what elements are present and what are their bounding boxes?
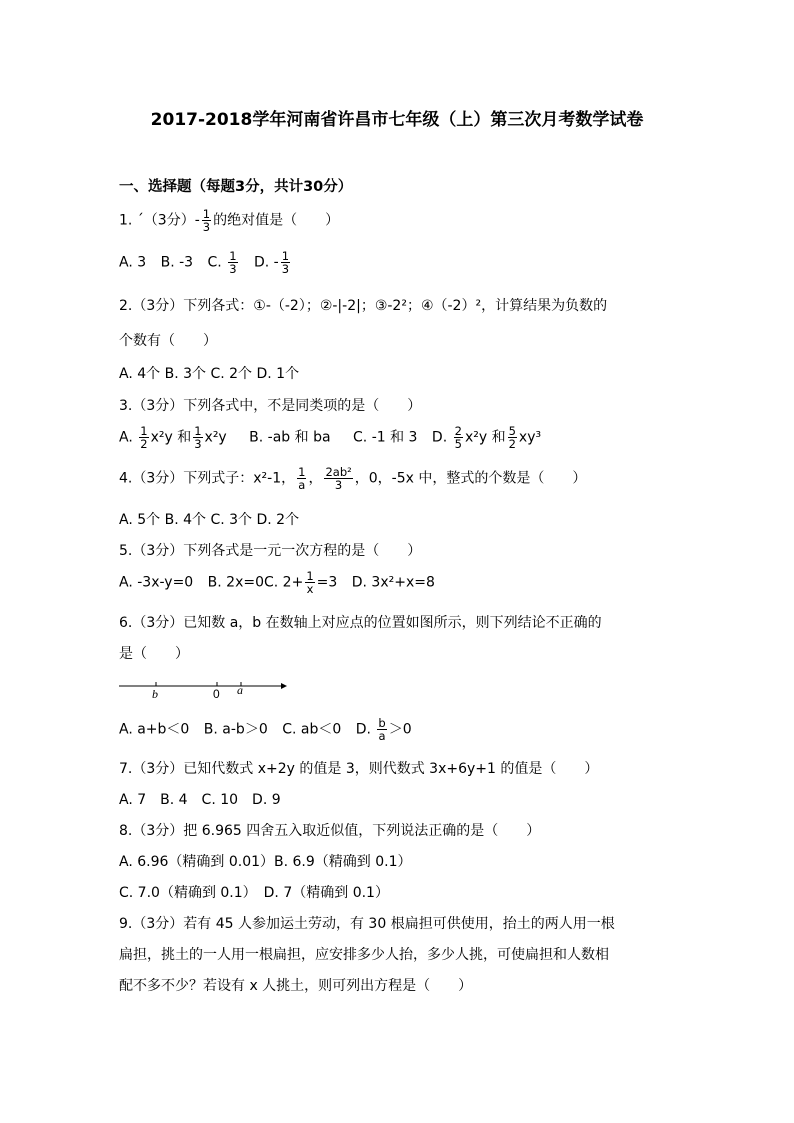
page-title: 2017-2018学年河南省许昌市七年级（上）第三次月考数学试卷 (150, 110, 644, 130)
label-a: a (237, 683, 243, 697)
q6-d-end: ＞0 (388, 721, 412, 738)
q4-f1-num: 1 (298, 465, 306, 479)
question-2-line2: 个数有（ ） (119, 333, 217, 349)
q4-f1-den: a (298, 478, 306, 493)
question-9-line3: 配不多不少？若设有 x 人挑土，则可列出方程是（ ） (119, 978, 473, 994)
q6-d-den: a (378, 729, 386, 744)
q1-frac-num: 1 (202, 207, 211, 221)
q5-frac (305, 570, 314, 595)
section-heading: 一、选择题（每题3分，共计30分） (119, 179, 353, 195)
label-zero: 0 (213, 687, 220, 700)
q1-option-d-fraction (281, 250, 290, 275)
q4-suffix: ，0，-5x 中，整式的个数是（ ） (354, 470, 587, 487)
q3-a-end: x²y (204, 429, 227, 446)
q3-d-label: D. (431, 429, 448, 446)
q1-frac-den: 3 (202, 220, 211, 235)
q1-option-c-fraction (228, 250, 237, 275)
q1-d-num: 1 (281, 249, 290, 263)
q3-a-den2: 3 (194, 437, 202, 452)
question-9-line1: 9.（3分）若有 45 人参加运土劳动，有 30 根扁担可供使用，抬土的两人用一根 (119, 916, 615, 932)
question-5-options (119, 570, 435, 595)
q3-d-num1: 2 (454, 424, 462, 438)
q1-option-d-label: D. (253, 254, 270, 271)
question-4-options: A. 5个 B. 4个 C. 3个 D. 2个 (119, 512, 300, 528)
question-7-stem: 7.（3分）已知代数式 x+2y 的值是 3，则代数式 3x+6y+1 的值是（ ） (119, 761, 599, 777)
q1-suffix: 的绝对值是（ ） (213, 212, 340, 229)
q3-d-mid: x²y 和 (464, 429, 506, 446)
q3-d-end: xy³ (518, 429, 542, 446)
question-9-line2: 扁担，挑土的一人用一根扁担，应安排多少人抬，多少人挑，可使扁担和人数相 (119, 947, 609, 963)
q5-option-a: A. -3x-y=0 (119, 574, 194, 591)
question-7-options: A. 7 B. 4 C. 10 D. 9 (119, 792, 281, 808)
q1-prefix: 1. ˊ（3分） (119, 212, 195, 229)
q4-frac1 (297, 466, 306, 491)
q3-d-den1: 5 (454, 437, 462, 452)
q1-option-c-label: C. (207, 254, 222, 271)
q3-option-c: C. -1 和 3 (353, 429, 418, 446)
q1-c-den: 3 (229, 262, 237, 277)
q5-option-b: B. 2x=0C. 2+ (207, 574, 304, 591)
q4-f2-den: 3 (334, 478, 343, 493)
question-6-options (119, 717, 412, 742)
q3-a-mid: x²y 和 (150, 429, 192, 446)
q1-d-neg: - (273, 254, 279, 271)
question-3-stem: 3.（3分）下列各式中，不是同类项的是（ ） (119, 398, 422, 414)
q5-option-d: D. 3x²+x=8 (351, 574, 435, 591)
question-8-stem: 8.（3分）把 6.965 四舍五入取近似值，下列说法正确的是（ ） (119, 823, 541, 839)
question-1-stem (119, 208, 339, 233)
q3-a-frac1 (139, 425, 148, 450)
question-8-options-ab: A. 6.96（精确到 0.01）B. 6.9（精确到 0.1） (119, 854, 412, 870)
question-2-options: A. 4个 B. 3个 C. 2个 D. 1个 (119, 366, 300, 382)
q1-c-num: 1 (229, 249, 237, 263)
question-6-line2: 是（ ） (119, 646, 189, 662)
q4-sep: ， (308, 470, 323, 487)
q4-prefix: 4.（3分）下列式子：x²-1， (119, 470, 296, 487)
q6-option-b: B. a-b＞0 (203, 721, 268, 738)
q3-a-label: A. (119, 429, 133, 446)
number-line-figure (119, 676, 289, 700)
q6-d-num: b (378, 716, 386, 730)
q6-option-a: A. a+b＜0 (119, 721, 190, 738)
q3-d-frac2 (508, 425, 517, 450)
q5-f-num: 1 (306, 569, 314, 583)
number-line-arrow (281, 683, 287, 689)
q6-d-label: D. (355, 721, 371, 738)
q6-d-frac (377, 717, 386, 742)
question-4-stem (119, 466, 586, 491)
q3-d-frac1 (454, 425, 463, 450)
q5-f-den: x (306, 582, 314, 597)
q3-a-frac2 (193, 425, 202, 450)
q6-option-c: C. ab＜0 (282, 721, 342, 738)
question-6-line1: 6.（3分）已知数 a，b 在数轴上对应点的位置如图所示，则下列结论不正确的 (119, 615, 602, 631)
q1-option-a: A. 3 (119, 254, 147, 271)
q3-a-den1: 2 (140, 437, 148, 452)
q4-f2-num: 2ab² (325, 465, 352, 479)
question-1-options (119, 250, 292, 275)
question-5-stem: 5.（3分）下列各式是一元一次方程的是（ ） (119, 543, 422, 559)
label-b: b (152, 687, 158, 700)
q1-fraction (202, 208, 211, 233)
question-2-line1: 2.（3分）下列各式：①-（-2）；②-|-2|；③-2²；④（-2）²，计算结果为负数的 (119, 298, 608, 314)
q3-a-num1: 1 (140, 424, 148, 438)
q1-neg: - (194, 212, 200, 229)
q3-option-b: B. -ab 和 ba (249, 429, 331, 446)
q3-a-num2: 1 (194, 424, 202, 438)
q1-option-b: B. -3 (160, 254, 194, 271)
q1-d-den: 3 (281, 262, 290, 277)
q3-d-den2: 2 (508, 437, 516, 452)
q5-option-c-end: =3 (316, 574, 338, 591)
q3-d-num2: 5 (508, 424, 516, 438)
question-8-options-cd: C. 7.0（精确到 0.1） D. 7（精确到 0.1） (119, 885, 389, 901)
question-3-options (119, 425, 541, 450)
q4-frac2 (324, 466, 352, 491)
